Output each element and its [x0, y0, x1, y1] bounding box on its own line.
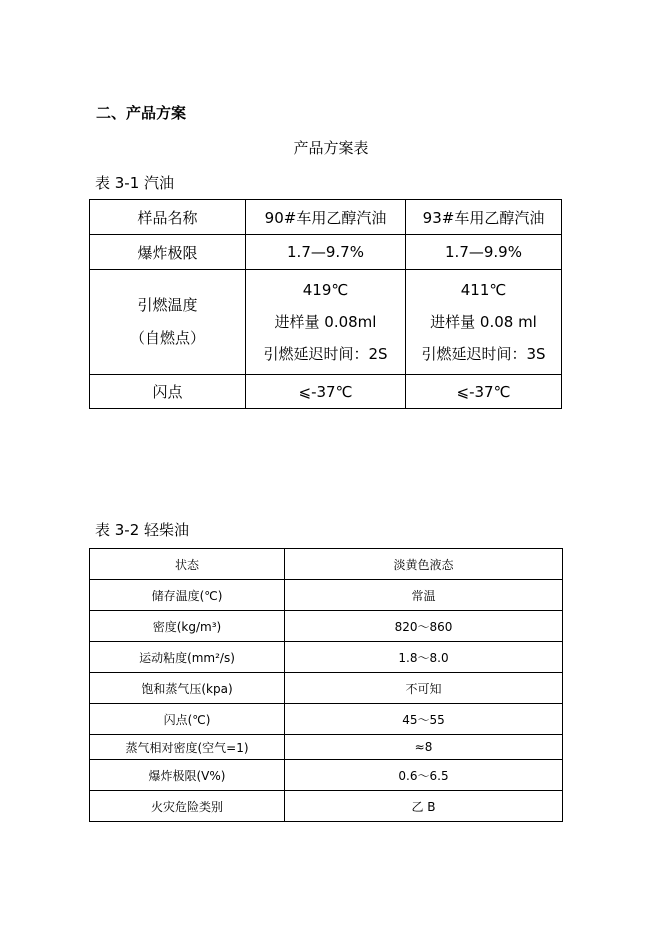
table-cell: 1.7—9.9%: [406, 235, 562, 270]
cell-line: 引燃延迟时间：2S: [263, 345, 388, 363]
table-cell: 状态: [90, 549, 285, 580]
table-cell: 常温: [285, 580, 563, 611]
table-cell: 蒸气相对密度(空气=1): [90, 735, 285, 760]
table-row: [90, 735, 563, 760]
table-row: [90, 673, 563, 704]
table-cell: [246, 270, 406, 375]
table-row: [90, 704, 563, 735]
table-cell: 运动粘度(mm²/s): [90, 642, 285, 673]
table-cell: 45～55: [285, 704, 563, 735]
cell-line: 引燃延迟时间：3S: [421, 345, 546, 363]
table-row: [90, 549, 563, 580]
table-cell: 0.6～6.5: [285, 760, 563, 791]
table-cell: 1.8～8.0: [285, 642, 563, 673]
document-title: 产品方案表: [293, 139, 369, 157]
table-cell: 闪点(℃): [90, 704, 285, 735]
cell-line: 进样量 0.08ml: [274, 313, 377, 331]
cell-line: 419℃: [302, 281, 349, 299]
table-row: [90, 611, 563, 642]
table-cell: 密度(kg/m³): [90, 611, 285, 642]
table-cell: ⩽-37℃: [406, 375, 562, 409]
table-cell: 饱和蒸气压(kpa): [90, 673, 285, 704]
table-cell: 乙 B: [285, 791, 563, 822]
table-row: [90, 200, 562, 235]
table-row: [90, 760, 563, 791]
table-cell: 淡黄色液态: [285, 549, 563, 580]
section-heading: 二、产品方案: [96, 104, 187, 122]
table-cell: 1.7—9.7%: [246, 235, 406, 270]
diesel-table: [89, 548, 563, 822]
table-cell: 火灾危险类别: [90, 791, 285, 822]
table-cell: ⩽-37℃: [246, 375, 406, 409]
table-cell: 93#车用乙醇汽油: [406, 200, 562, 235]
cell-line: 411℃: [460, 281, 507, 299]
table-row: [90, 642, 563, 673]
diesel-table-caption: 表 3-2 轻柴油: [95, 521, 190, 539]
table-cell: 储存温度(℃): [90, 580, 285, 611]
table-cell: 闪点: [90, 375, 246, 409]
table-cell: 90#车用乙醇汽油: [246, 200, 406, 235]
gasoline-table: [89, 199, 562, 409]
table-cell: 不可知: [285, 673, 563, 704]
table-row: [90, 791, 563, 822]
cell-line: 引燃温度: [137, 296, 198, 314]
table-cell: ≈8: [285, 735, 563, 760]
table-cell: 爆炸极限(V%): [90, 760, 285, 791]
table-cell: [406, 270, 562, 375]
table-cell: 820～860: [285, 611, 563, 642]
table-row: [90, 580, 563, 611]
table-cell: [90, 270, 246, 375]
table-row: [90, 375, 562, 409]
table-cell: 爆炸极限: [90, 235, 246, 270]
cell-line: （自燃点）: [129, 329, 205, 347]
cell-line: 进样量 0.08 ml: [430, 313, 537, 331]
table-row: [90, 235, 562, 270]
gasoline-table-caption: 表 3-1 汽油: [95, 174, 175, 192]
table-cell: 样品名称: [90, 200, 246, 235]
table-row: [90, 270, 562, 375]
